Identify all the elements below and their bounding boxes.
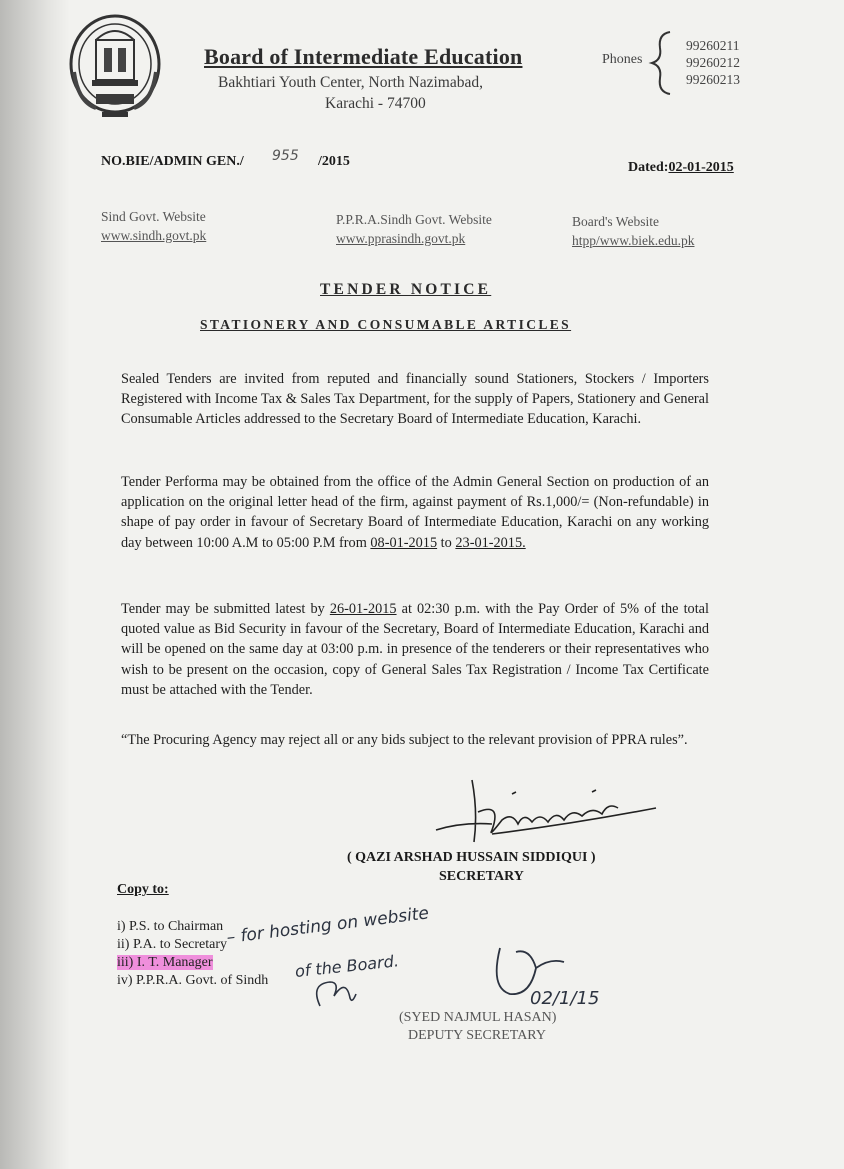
- organization-name: Board of Intermediate Education: [204, 44, 523, 69]
- reference-year: /2015: [318, 154, 350, 169]
- paragraph-ppra-rules: “The Procuring Agency may reject all or any bids subject to the relevant provision of PPRA rules”.: [121, 732, 688, 748]
- secretary-name: ( QAZI ARSHAD HUSSAIN SIDDIQUI ): [347, 850, 596, 865]
- website-label: Board's Website: [572, 214, 659, 229]
- website-label: P.P.R.A.Sindh Govt. Website: [336, 212, 492, 227]
- handwritten-note: of the Board.: [294, 951, 400, 981]
- phone-number: 99260213: [686, 72, 740, 87]
- notice-subtitle: STATIONERY AND CONSUMABLE ARTICLES: [200, 317, 572, 332]
- copy-item: ii) P.A. to Secretary: [117, 937, 228, 952]
- performa-to-date: 23-01-2015.: [455, 534, 526, 551]
- paragraph-submission: [121, 599, 709, 700]
- phones-label: Phones: [602, 52, 643, 67]
- copy-item-highlighted: iii) I. T. Manager: [117, 955, 213, 970]
- copy-to-heading: Copy to:: [117, 882, 169, 897]
- submission-date: 26-01-2015: [329, 601, 397, 617]
- website-ppra: [336, 210, 492, 248]
- deputy-handwritten-date: 02/1/15: [530, 988, 600, 1009]
- website-link[interactable]: www.sindh.govt.pk: [101, 228, 207, 243]
- address-line-1: Bakhtiari Youth Center, North Nazimabad,: [218, 74, 483, 91]
- address-line-2: Karachi - 74700: [325, 95, 426, 112]
- phone-number: 99260211: [686, 38, 740, 53]
- website-board: [572, 212, 694, 250]
- secretary-signature: [432, 772, 662, 850]
- paragraph-performa: [121, 472, 709, 553]
- deputy-name: (SYED NAJMUL HASAN): [399, 1010, 557, 1025]
- copy-item: iv) P.P.R.A. Govt. of Sindh: [117, 973, 269, 988]
- performa-text: Tender Performa may be obtained from the office of the Admin General Section on production of an application on the original letter head of the firm, against payment of Rs.1,000/= (Non-refundable) in shape of pay order in favour of Secretary Board of Intermediate Education, Karachi on any working day between 10:00 A.M to 05:00 P.M from: [121, 474, 709, 551]
- website-label: Sind Govt. Website: [101, 209, 206, 224]
- dated: [628, 160, 734, 176]
- reference-handwritten-number: 955: [272, 148, 299, 164]
- secretary-title: SECRETARY: [439, 869, 524, 884]
- paragraph-invitation: Sealed Tenders are invited from reputed and financially sound Stationers, Stockers / Importers Registered with Income Tax & Sales Tax Department, for the supply of Papers, Stationery and General Consumable Articles addressed to the Secretary Board of Intermediate Education, Karachi.: [121, 371, 709, 428]
- dated-label: Dated:: [628, 160, 669, 175]
- copy-item: [117, 955, 213, 971]
- reference-prefix: NO.BIE/ADMIN GEN./: [101, 154, 244, 169]
- copy-item: i) P.S. to Chairman: [117, 919, 224, 934]
- brace-icon: [648, 30, 676, 96]
- performa-to-word: to: [437, 534, 456, 551]
- scan-edge-shadow: [0, 0, 70, 1169]
- submission-text-b: at 02:30 p.m. with the Pay Order of 5% of the total quoted value as Bid Security in favour of the Secretary, Board of Intermediate Education, Karachi and will be opened on the same day at 03:00 p.m. in presence of the tenderers or their representatives who wish to be present on the occasion, copy of General Sales Tax Registration / Income Tax Certificate must be attached with the Tender.: [121, 601, 709, 698]
- website-sindh: [101, 207, 206, 245]
- handwritten-note: – for hosting on website: [225, 903, 430, 948]
- performa-from-date: 08-01-2015: [370, 534, 438, 551]
- submission-text-a: Tender may be submitted latest by: [121, 601, 330, 617]
- phone-number: 99260212: [686, 55, 740, 70]
- website-link[interactable]: htpp/www.biek.edu.pk: [572, 233, 695, 248]
- dated-value: 02-01-2015: [668, 160, 734, 175]
- notice-title: TENDER NOTICE: [320, 281, 492, 298]
- deputy-title: DEPUTY SECRETARY: [408, 1028, 546, 1043]
- board-seal-logo: [66, 12, 164, 120]
- deputy-signature: [300, 938, 620, 1018]
- website-link[interactable]: www.pprasindh.govt.pk: [336, 231, 466, 246]
